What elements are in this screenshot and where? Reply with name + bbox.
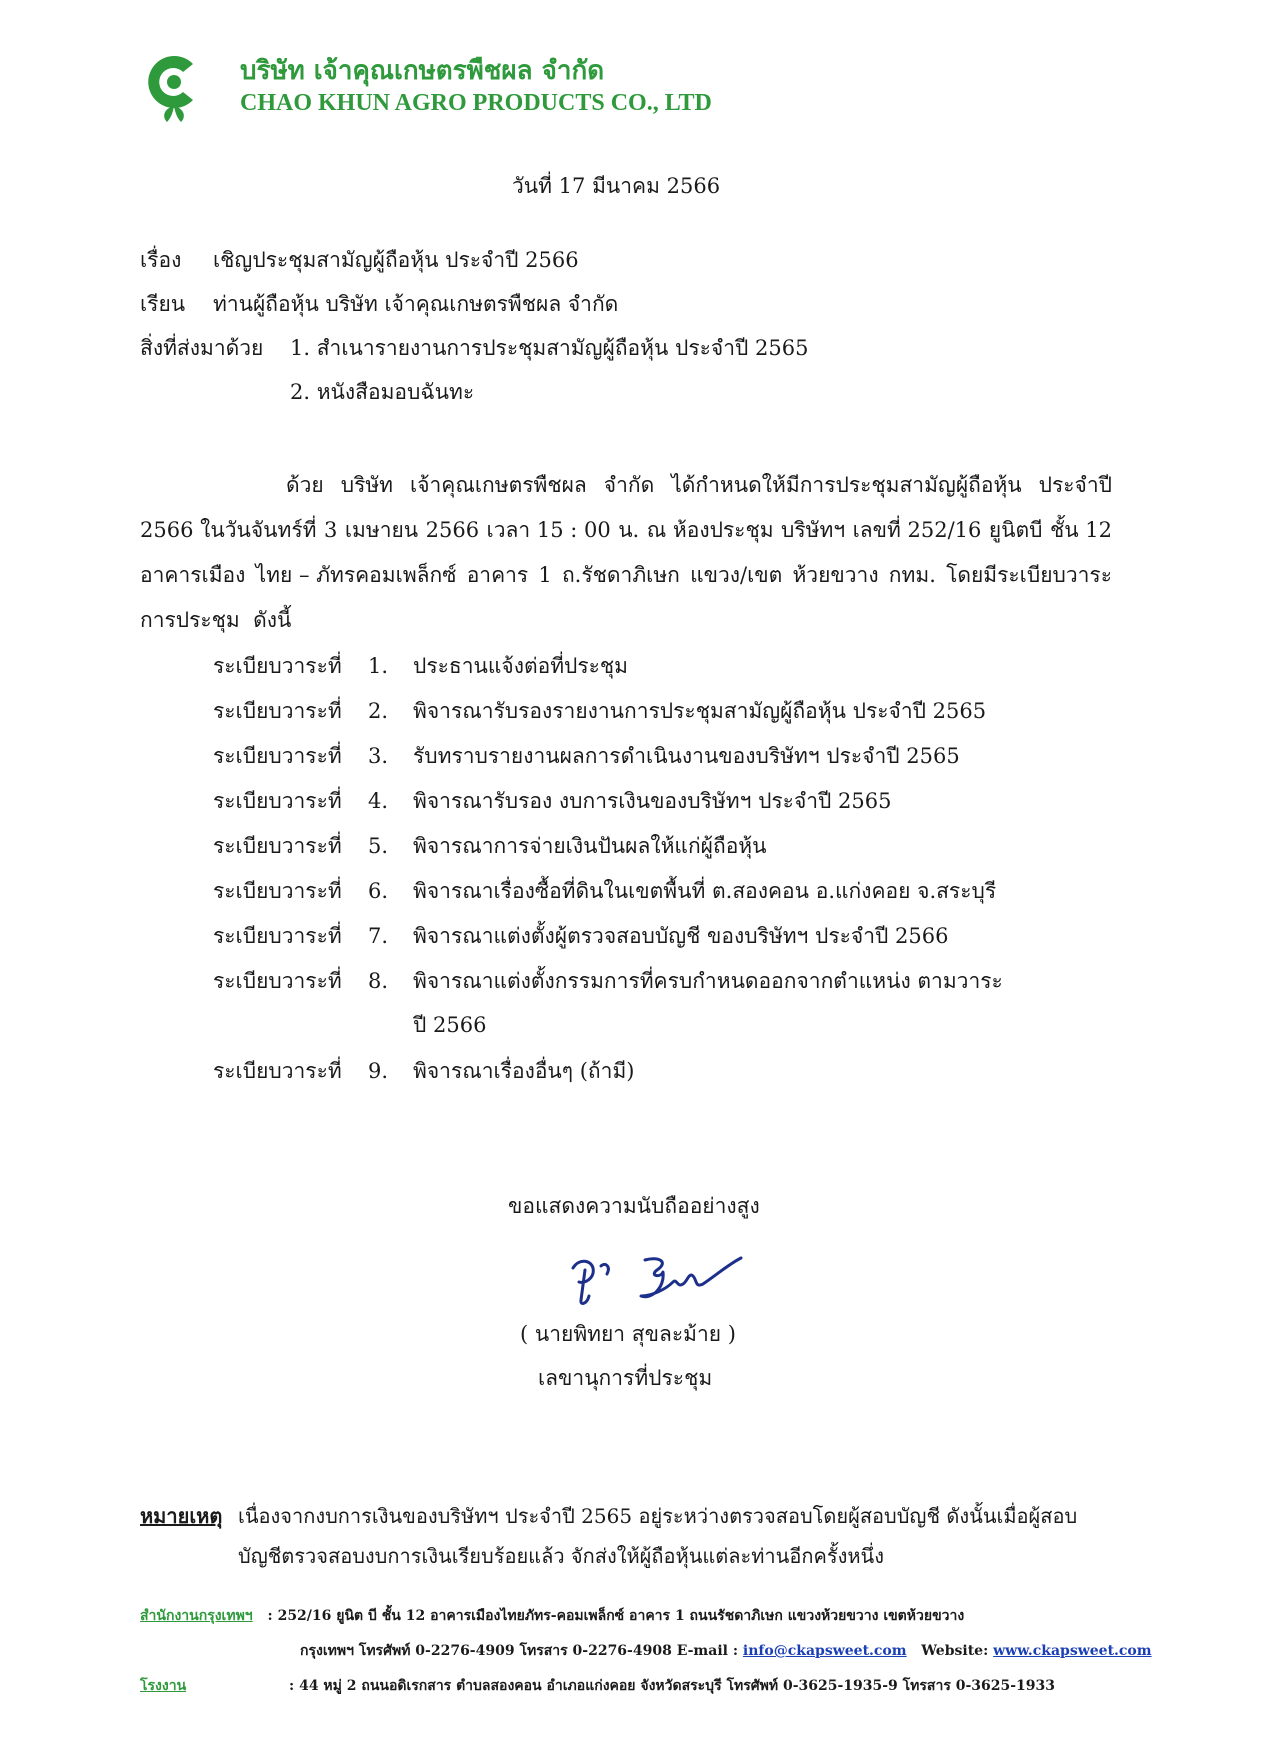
paragraph-word: ณ ห้องประชุม	[646, 518, 774, 542]
agenda-label: ระเบียบวาระที่	[213, 879, 342, 903]
body-paragraph	[140, 463, 1112, 643]
agenda-label: ระเบียบวาระที่	[213, 834, 342, 858]
signer-name: ( นายพิทยา สุขละม้าย )	[520, 1322, 736, 1346]
paragraph-word: โดยมีระเบียบวาระ	[946, 563, 1112, 587]
subject-row	[0, 238, 1275, 282]
agenda-item	[213, 689, 1113, 733]
paragraph-line	[140, 553, 1112, 598]
paragraph-word: ไทย – ภัทรคอมเพล็กซ์	[255, 563, 457, 587]
paragraph-word: 3	[323, 518, 338, 542]
enclosure-row	[0, 370, 1275, 414]
footer-factory-label: โรงงาน	[140, 1678, 187, 1694]
signer-title: เลขานุการที่ประชุม	[538, 1366, 713, 1390]
recipient-label: เรียน	[140, 292, 186, 316]
agenda-number: 8.	[368, 969, 389, 993]
agenda-text: พิจารณาแต่งตั้งกรรมการที่ครบกำหนดออกจากตำแหน่ง ตามวาระ	[413, 969, 1003, 993]
agenda-item	[213, 779, 1113, 823]
agenda-text: พิจารณาการจ่ายเงินปันผลให้แก่ผู้ถือหุ้น	[413, 834, 767, 858]
paragraph-word: 2566	[425, 518, 480, 542]
paragraph-word: บริษัทฯ	[781, 518, 846, 542]
paragraph-word: ดังนี้	[253, 608, 292, 632]
footer-email-link[interactable]: info@ckapsweet.com	[742, 1643, 907, 1659]
agenda-item	[213, 824, 1113, 868]
agenda-item	[213, 959, 1113, 1047]
paragraph-word: ห้วยขวาง	[792, 563, 879, 587]
remark-text: เนื่องจากงบการเงินของบริษัทฯ ประจำปี 2565 อยู่ระหว่างตรวจสอบโดยผู้สอบบัญชี ดังนั้นเมื่อผู้สอบ	[238, 1504, 1078, 1528]
agenda-item	[213, 869, 1113, 913]
paragraph-word: 1	[538, 563, 552, 587]
footer-website-link[interactable]: www.ckapsweet.com	[993, 1643, 1152, 1659]
agenda-text: รับทราบรายงานผลการดำเนินงานของบริษัทฯ ประจำปี 2565	[413, 744, 960, 768]
paragraph-word: แขวง/เขต	[690, 563, 783, 587]
enclosure-item: 1. สำเนารายงานการประชุมสามัญผู้ถือหุ้น ประจำปี 2565	[290, 336, 809, 360]
paragraph-word: ชั้น 12	[1049, 518, 1112, 542]
agenda-text: พิจารณาแต่งตั้งผู้ตรวจสอบบัญชี ของบริษัทฯ ประจำปี 2566	[413, 924, 949, 948]
agenda-item	[213, 734, 1113, 778]
agenda-number: 2.	[368, 699, 389, 723]
agenda-number: 4.	[368, 789, 389, 813]
paragraph-word: เจ้าคุณเกษตรพืชผล	[410, 473, 587, 497]
agenda-number: 5.	[368, 834, 389, 858]
footer-contact-text: กรุงเทพฯ โทรศัพท์ 0-2276-4909 โทรสาร 0-2276-4908 E-mail :	[300, 1643, 743, 1659]
paragraph-word: ยูนิตบี	[988, 518, 1043, 542]
paragraph-word: อาคาร	[466, 563, 529, 587]
closing-phrase: ขอแสดงความนับถืออย่างสูง	[508, 1194, 760, 1218]
agenda-label: ระเบียบวาระที่	[213, 789, 342, 813]
remark-label: หมายเหตุ	[140, 1504, 223, 1528]
paragraph-word: ถ.รัชดาภิเษก	[561, 563, 680, 587]
paragraph-word: อาคารเมือง	[140, 563, 246, 587]
paragraph-word: บริษัท	[340, 473, 394, 497]
agenda-number: 6.	[368, 879, 389, 903]
paragraph-word: เลขที่ 252/16	[852, 518, 982, 542]
agenda-text: พิจารณาเรื่องอื่นๆ (ถ้ามี)	[413, 1059, 635, 1083]
footer-factory-row	[140, 1675, 1055, 1697]
agenda-label: ระเบียบวาระที่	[213, 969, 342, 993]
agenda-text: พิจารณารับรองรายงานการประชุมสามัญผู้ถือหุ้น ประจำปี 2565	[413, 699, 987, 723]
company-name-thai: บริษัท เจ้าคุณเกษตรพืชผล จำกัด	[240, 56, 605, 86]
footer-bangkok-label: สำนักงานกรุงเทพฯ	[140, 1608, 253, 1624]
paragraph-word: เวลา 15 : 00	[486, 518, 611, 542]
agenda-label: ระเบียบวาระที่	[213, 744, 342, 768]
paragraph-word: ประจำปี	[1038, 473, 1112, 497]
agenda-text-continued: ปี 2566	[413, 1013, 487, 1037]
paragraph-word: น.	[618, 518, 640, 542]
agenda-item	[213, 1049, 1113, 1093]
paragraph-word: ด้วย	[286, 473, 324, 497]
paragraph-line	[140, 598, 1112, 643]
footer-website-label: Website:	[906, 1643, 994, 1659]
footer-bangkok-address: : 252/16 ยูนิต บี ชั้น 12 อาคารเมืองไทยภัทร-คอมเพล็กซ์ อาคาร 1 ถนนรัชดาภิเษก แขวงห้วยขวาง เขตห้วยขวาง	[267, 1608, 965, 1624]
subject-value: เชิญประชุมสามัญผู้ถือหุ้น ประจำปี 2566	[213, 248, 579, 272]
recipient-row	[0, 282, 1275, 326]
agenda-number: 9.	[368, 1059, 389, 1083]
paragraph-word: จำกัด	[603, 473, 655, 497]
agenda-label: ระเบียบวาระที่	[213, 699, 342, 723]
company-name-english: CHAO KHUN AGRO PRODUCTS CO., LTD	[240, 90, 712, 116]
agenda-item	[213, 914, 1113, 958]
enclosure-label: สิ่งที่ส่งมาด้วย	[140, 336, 264, 360]
agenda-text: พิจารณารับรอง งบการเงินของบริษัทฯ ประจำปี 2565	[413, 789, 892, 813]
subject-label: เรื่อง	[140, 248, 182, 272]
paragraph-line	[140, 463, 1112, 508]
paragraph-word: ได้กำหนดให้มีการประชุมสามัญผู้ถือหุ้น	[671, 473, 1022, 497]
enclosure-row	[0, 326, 1275, 370]
footer-bangkok-row	[140, 1605, 964, 1627]
agenda-item	[213, 644, 1113, 688]
remark-text: บัญชีตรวจสอบงบการเงินเรียบร้อยแล้ว จักส่งให้ผู้ถือหุ้นแต่ละท่านอีกครั้งหนึ่ง	[238, 1544, 884, 1568]
agenda-label: ระเบียบวาระที่	[213, 1059, 342, 1083]
agenda-text: ประธานแจ้งต่อที่ประชุม	[413, 654, 629, 678]
paragraph-word: กทม.	[888, 563, 936, 587]
paragraph-word: 2566 ในวันจันทร์ที่	[140, 518, 317, 542]
agenda-number: 3.	[368, 744, 389, 768]
paragraph-word: การประชุม	[140, 608, 240, 632]
recipient-value: ท่านผู้ถือหุ้น บริษัท เจ้าคุณเกษตรพืชผล จำกัด	[213, 292, 619, 316]
letter-date: วันที่ 17 มีนาคม 2566	[512, 174, 721, 198]
agenda-label: ระเบียบวาระที่	[213, 924, 342, 948]
footer-factory-address: : 44 หมู่ 2 ถนนอดิเรกสาร ตำบลสองคอน อำเภอแก่งคอย จังหวัดสระบุรี โทรศัพท์ 0-3625-1935-9 โทรสาร 0-3625-1933	[289, 1678, 1056, 1694]
footer-contact-row	[300, 1640, 1152, 1662]
agenda-number: 1.	[368, 654, 389, 678]
enclosure-item: 2. หนังสือมอบฉันทะ	[290, 380, 475, 404]
paragraph-word: เมษายน	[344, 518, 419, 542]
company-logo-icon	[143, 50, 205, 126]
agenda-number: 7.	[368, 924, 389, 948]
handwritten-signature	[565, 1248, 755, 1318]
agenda-label: ระเบียบวาระที่	[213, 654, 342, 678]
paragraph-line	[140, 508, 1112, 553]
agenda-text: พิจารณาเรื่องซื้อที่ดินในเขตพื้นที่ ต.สองคอน อ.แก่งคอย จ.สระบุรี	[413, 879, 997, 903]
